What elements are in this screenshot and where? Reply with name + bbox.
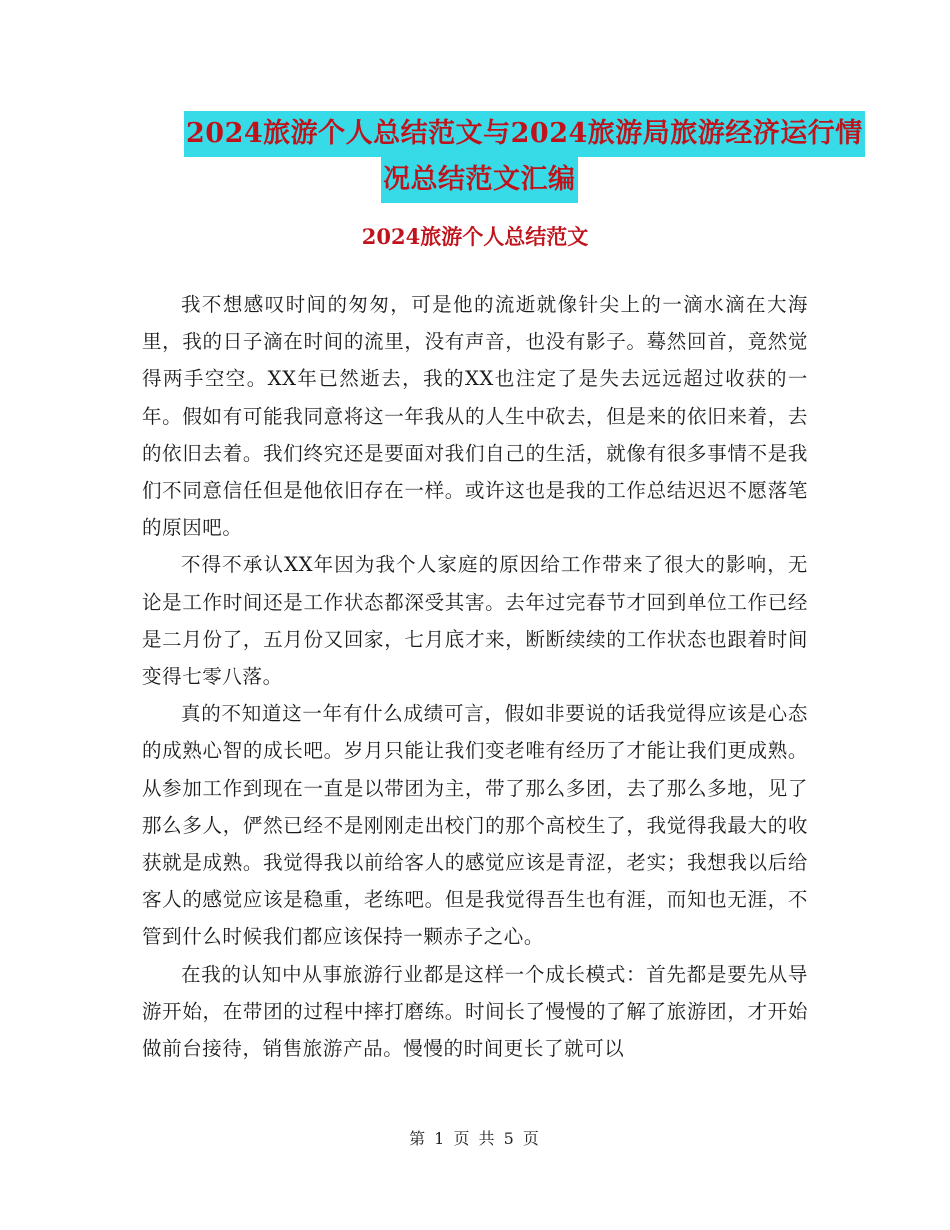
paragraph-1: 我不想感叹时间的匆匆，可是他的流逝就像针尖上的一滴水滴在大海里，我的日子滴在时间的流里，没有声音，也没有影子。蓦然回首，竟然觉得两手空空。XX年已然逝去，我的XX也注定了是失去远远超过收获的一年。假如有可能我同意将这一年我从的人生中砍去，但是来的依旧来着，去的依旧去着。我们终究还是要面对我们自己的生活，就像有很多事情不是我们不同意信任但是他依旧存在一样。或许这也是我的工作总结迟迟不愿落笔的原因吧。	[142, 293, 808, 540]
paragraph-2: 不得不承认XX年因为我个人家庭的原因给工作带来了很大的影响，无论是工作时间还是工作状态都深受其害。去年过完春节才回到单位工作已经是二月份了，五月份又回家，七月底才来，断断续续的工作状态也跟着时间变得七零八落。	[142, 553, 808, 689]
paragraph-3: 真的不知道这一年有什么成绩可言，假如非要说的话我觉得应该是心态的成熟心智的成长吧。岁月只能让我们变老唯有经历了才能让我们更成熟。从参加工作到现在一直是以带团为主，带了那么多团，去了那么多地，见了那么多人，俨然已经不是刚刚走出校门的那个高校生了，我觉得我最大的收获就是成熟。我觉得我以前给客人的感觉应该是青涩，老实；我想我以后给客人的感觉应该是稳重，老练吧。但是我觉得吾生也有涯，而知也无涯，不管到什么时候我们都应该保持一颗赤子之心。	[142, 702, 808, 949]
paragraph-4: 在我的认知中从事旅游行业都是这样一个成长模式：首先都是要先从导游开始，在带团的过程中摔打磨练。时间长了慢慢的了解了旅游团，才开始做前台接待，销售旅游产品。慢慢的时间更长了就可以	[142, 962, 808, 1061]
body-text	[142, 286, 808, 1067]
page-footer: 第 1 页 共 5 页	[409, 1129, 541, 1148]
title-line-2: 况总结范文汇编	[381, 157, 578, 203]
section-heading: 2024旅游个人总结范文	[361, 224, 589, 249]
title-line-1: 2024旅游个人总结范文与2024旅游局旅游经济运行情	[184, 111, 865, 157]
